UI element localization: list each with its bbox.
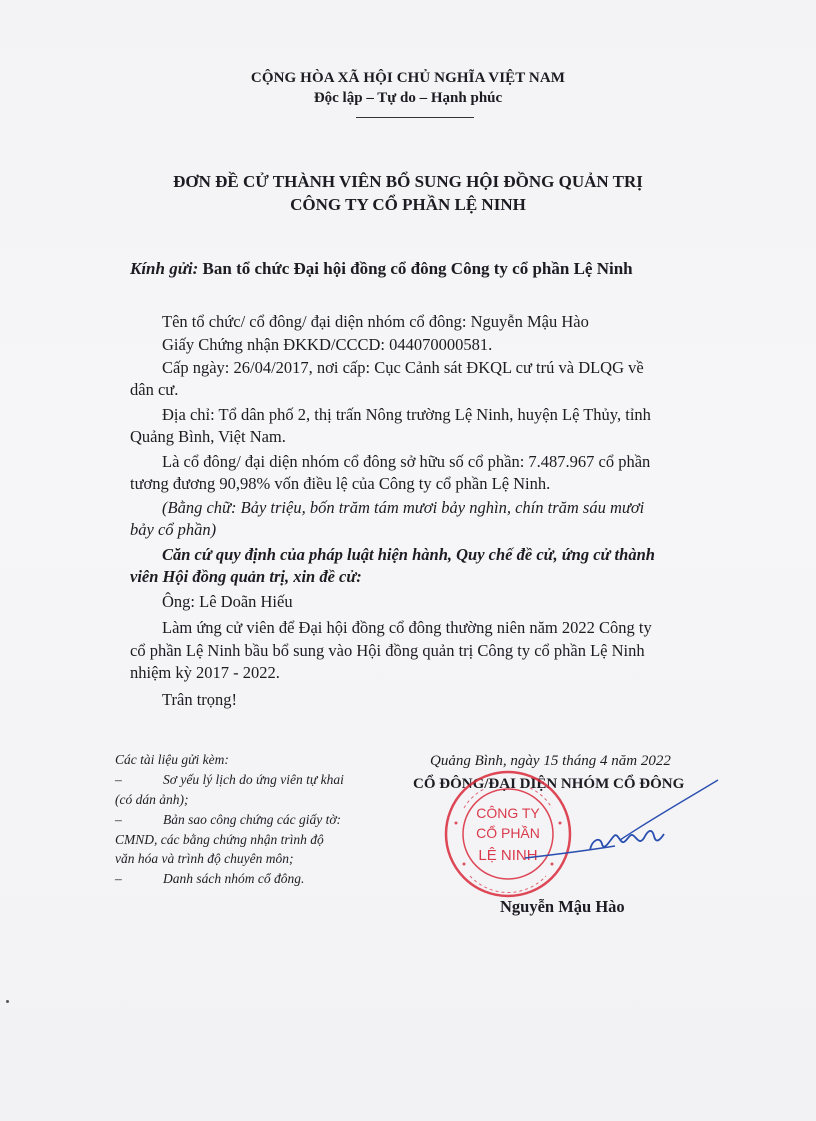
attachment-bullet-3: – (115, 871, 122, 886)
stamp-line-2: CỔ PHẦN (476, 825, 540, 841)
national-title: CỘNG HÒA XÃ HỘI CHỦ NGHĨA VIỆT NAM (250, 70, 566, 86)
stamp-line-3: LỆ NINH (478, 847, 538, 864)
attachment-2-line-3: văn hóa và trình độ chuyên môn; (115, 851, 294, 866)
nominee-line: Ông: Lê Doãn Hiếu (162, 592, 293, 611)
stamp-line-1: CÔNG TY (476, 805, 540, 821)
attachment-bullet-2: – (115, 812, 122, 827)
issue-line-1: Cấp ngày: 26/04/2017, nơi cấp: Cục Cảnh sát ĐKQL cư trú và DLQG về (162, 358, 644, 377)
purpose-line-3: nhiệm kỳ 2017 - 2022. (130, 663, 280, 682)
purpose-line-2: cổ phần Lệ Ninh bầu bổ sung vào Hội đồng quản trị Công ty cổ phần Lệ Ninh (130, 641, 645, 660)
recipient-label: Kính gửi: (130, 259, 199, 278)
header-divider (356, 117, 474, 118)
basis-line-1: Căn cứ quy định của pháp luật hiện hành, Quy chế đề cử, ứng cử thành (162, 545, 655, 564)
address-line-2: Quảng Bình, Việt Nam. (130, 427, 286, 446)
signer-name: Nguyễn Mậu Hào (500, 897, 625, 916)
shares-in-words-line-2: bảy cổ phần) (130, 520, 217, 539)
id-line: Giấy Chứng nhận ĐKKD/CCCD: 044070000581. (162, 335, 493, 354)
scan-speck (6, 1000, 9, 1003)
document-title-line2: CÔNG TY CỔ PHẦN LỆ NINH (290, 195, 526, 214)
shares-line-1: Là cổ đông/ đại diện nhóm cổ đông sở hữu số cổ phần: 7.487.967 cổ phần (162, 452, 651, 471)
attachments-heading: Các tài liệu gửi kèm: (115, 752, 229, 767)
attachment-bullet-1: – (115, 772, 122, 787)
signer-role: CỔ ĐÔNG/ĐẠI DIỆN NHÓM CỔ ĐÔNG (413, 776, 685, 792)
purpose-line-1: Làm ứng cử viên để Đại hội đồng cổ đông thường niên năm 2022 Công ty (162, 618, 652, 637)
document-title-line1: ĐƠN ĐỀ CỬ THÀNH VIÊN BỔ SUNG HỘI ĐỒNG QUẢN TRỊ (173, 172, 643, 191)
basis-line-2: viên Hội đồng quản trị, xin đề cử: (130, 567, 362, 586)
recipient-value: Ban tổ chức Đại hội đồng cổ đông Công ty cổ phần Lệ Ninh (202, 259, 633, 278)
attachment-2-line-2: CMND, các bằng chứng nhận trình độ (115, 832, 324, 847)
shares-line-2: tương đương 90,98% vốn điều lệ của Công ty cổ phần Lệ Ninh. (130, 474, 551, 493)
name-line: Tên tổ chức/ cổ đông/ đại diện nhóm cổ đông: Nguyễn Mậu Hào (162, 312, 589, 331)
attachment-2-line-1: Bản sao công chứng các giấy tờ: (163, 812, 342, 827)
recipient (130, 259, 633, 279)
attachment-3-line-1: Danh sách nhóm cổ đông. (163, 871, 305, 886)
attachment-1-line-1: Sơ yếu lý lịch do ứng viên tự khai (163, 772, 344, 787)
issue-line-2: dân cư. (130, 380, 179, 399)
place-date: Quảng Bình, ngày 15 tháng 4 năm 2022 (430, 753, 671, 769)
shares-in-words-line-1: (Bằng chữ: Bảy triệu, bốn trăm tám mươi bảy nghìn, chín trăm sáu mươi (162, 498, 645, 517)
attachment-1-line-2: (có dán ảnh); (115, 792, 189, 807)
motto: Độc lập – Tự do – Hạnh phúc (313, 90, 503, 106)
closing: Trân trọng! (162, 690, 238, 709)
handwritten-signature-icon (520, 770, 720, 880)
address-line-1: Địa chỉ: Tổ dân phố 2, thị trấn Nông trường Lệ Ninh, huyện Lệ Thủy, tỉnh (162, 405, 651, 424)
